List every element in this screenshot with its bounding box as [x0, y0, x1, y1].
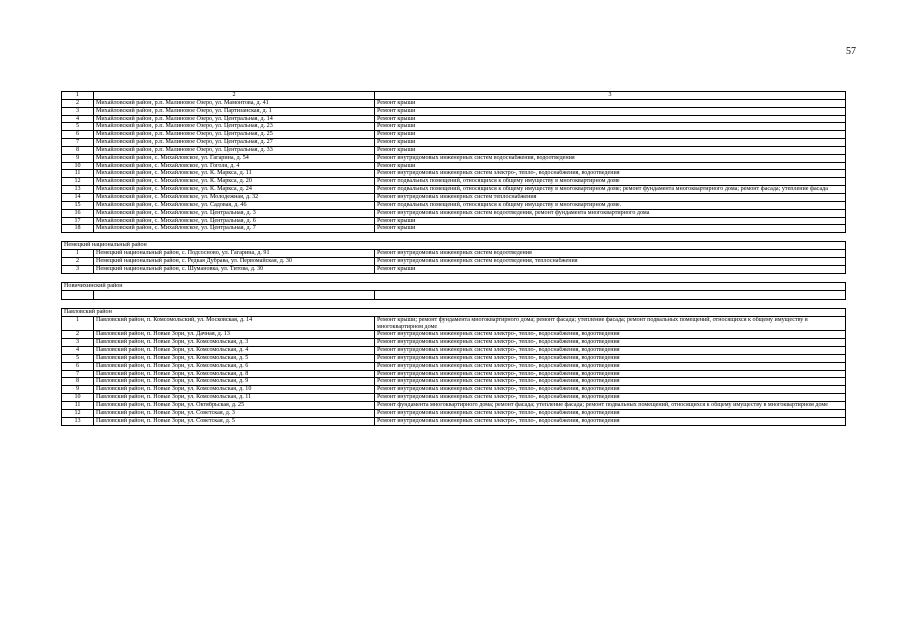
- row-work: Ремонт подвальных помещений, относящихся к общему имуществу в многоквартирном доме: [375, 178, 846, 186]
- row-work: Ремонт крыши: [375, 123, 846, 131]
- pavlovsky-row: [62, 316, 846, 331]
- row-number: 18: [62, 225, 94, 233]
- row-work: Ремонт крыши: [375, 139, 846, 147]
- row-number: 12: [62, 409, 94, 417]
- row-address: Михайловский район, с. Михайловское, ул. Гагарина, д. 54: [94, 154, 375, 162]
- row-address: Павловский район, п. Новые Зори, ул. Комсомольская, д. 8: [94, 370, 375, 378]
- row-work: Ремонт внутридомовых инженерных систем водоотведения, теплоснабжения: [375, 258, 846, 266]
- header-col-2: 2: [94, 92, 375, 100]
- row-address: Михайловский район, р.п. Малиновое Озеро, ул. Центральная, д. 25: [94, 131, 375, 139]
- row-work: Ремонт крыши: [375, 131, 846, 139]
- row-work: Ремонт внутридомовых инженерных систем водоснабжения, водоотведения: [375, 154, 846, 162]
- row-work: Ремонт крыши; ремонт фундамента многоквартирного дома; ремонт фасада; утепление фасада; ремонт подвальных помещений, относящихся к общему имуществу в многоквартирном доме: [375, 316, 846, 331]
- row-number: 7: [62, 370, 94, 378]
- row-number: 2: [62, 99, 94, 107]
- row-address: Павловский район, п. Новые Зори, ул. Дачная, д. 13: [94, 331, 375, 339]
- row-address: Павловский район, п. Комсомольский, ул. Московская, д. 14: [94, 316, 375, 331]
- row-address: Михайловский район, с. Михайловское, ул. Гоголя, д. 4: [94, 162, 375, 170]
- row-address: Павловский район, п. Новые Зори, ул. Комсомольская, д. 9: [94, 378, 375, 386]
- row-address: Павловский район, п. Новые Зори, ул. Комсомольская, д. 11: [94, 394, 375, 402]
- row-address: Михайловский район, р.п. Малиновое Озеро, ул. Партизанская, д. 1: [94, 107, 375, 115]
- row-number: 3: [62, 107, 94, 115]
- row-number: 2: [62, 258, 94, 266]
- row-work: Ремонт внутридомовых инженерных систем электро-, тепло-, водоснабжения, водоотведения: [375, 386, 846, 394]
- row-number: 3: [62, 265, 94, 273]
- row-number: 15: [62, 201, 94, 209]
- nemetsky-row: [62, 258, 846, 266]
- mikhailovsky-row: [62, 186, 846, 194]
- row-number: 10: [62, 162, 94, 170]
- mikhailovsky-row: [62, 123, 846, 131]
- row-number: 9: [62, 154, 94, 162]
- row-number: 3: [62, 339, 94, 347]
- page-number: 57: [846, 46, 856, 57]
- row-work: Ремонт внутридомовых инженерных систем электро-, тепло-, водоснабжения, водоотведения: [375, 417, 846, 425]
- pavlovsky-row: [62, 362, 846, 370]
- row-address: Михайловский район, р.п. Малиновое Озеро, ул. Мамонтова, д. 41: [94, 99, 375, 107]
- mikhailovsky-row: [62, 193, 846, 201]
- row-address: Павловский район, п. Новые Зори, ул. Комсомольская, д. 6: [94, 362, 375, 370]
- row-work: Ремонт фундамента многоквартирного дома; ремонт фасада; утепление фасада; ремонт подвальных помещений, относящихся к общему имуществу в многоквартирном доме: [375, 402, 846, 410]
- row-work: Ремонт внутридомовых инженерных систем электро-, тепло-, водоснабжения, водоотведения: [375, 347, 846, 355]
- row-number: 13: [62, 417, 94, 425]
- section-gap: [62, 299, 846, 308]
- gap-cell: [62, 233, 846, 242]
- row-number: 5: [62, 354, 94, 362]
- mikhailovsky-row: [62, 107, 846, 115]
- row-address: Немецкий национальный район, с. Шумановка, ул. Титова, д. 30: [94, 265, 375, 273]
- row-address: Михайловский район, с. Михайловское, ул. Молодежная, д. 32: [94, 193, 375, 201]
- row-number: 4: [62, 115, 94, 123]
- pavlovsky-row: [62, 339, 846, 347]
- row-number: 5: [62, 123, 94, 131]
- row-address: Михайловский район, р.п. Малиновое Озеро, ул. Центральная, д. 33: [94, 146, 375, 154]
- row-work: Ремонт внутридомовых инженерных систем электро-, тепло-, водоснабжения, водоотведения: [375, 331, 846, 339]
- row-address: Михайловский район, с. Михайловское, ул. К. Маркса, д. 24: [94, 186, 375, 194]
- blank-cell: [375, 290, 846, 299]
- row-number: 14: [62, 193, 94, 201]
- row-number: 8: [62, 146, 94, 154]
- row-address: Павловский район, п. Новые Зори, ул. Комсомольская, д. 10: [94, 386, 375, 394]
- pavlovsky-row: [62, 378, 846, 386]
- row-work: Ремонт внутридомовых инженерных систем электро-, тепло-, водоснабжения, водоотведения: [375, 394, 846, 402]
- row-number: 11: [62, 170, 94, 178]
- row-work: Ремонт крыши: [375, 225, 846, 233]
- row-number: 9: [62, 386, 94, 394]
- pavlovsky-row: [62, 370, 846, 378]
- row-number: 6: [62, 362, 94, 370]
- mikhailovsky-row: [62, 178, 846, 186]
- row-address: Михайловский район, с. Михайловское, ул. Садовая, д. 46: [94, 201, 375, 209]
- mikhailovsky-row: [62, 99, 846, 107]
- row-address: Павловский район, п. Новые Зори, ул. Комсомольская, д. 5: [94, 354, 375, 362]
- row-address: Павловский район, п. Новые Зори, ул. Комсомольская, д. 3: [94, 339, 375, 347]
- pavlovsky-row: [62, 347, 846, 355]
- pavlovsky-row: [62, 354, 846, 362]
- pavlovsky-row: [62, 331, 846, 339]
- row-number: 13: [62, 186, 94, 194]
- novichikhinsky-empty-row: [62, 290, 846, 299]
- section-gap: [62, 233, 846, 242]
- row-work: Ремонт внутридомовых инженерных систем электро-, тепло-, водоснабжения, водоотведения: [375, 362, 846, 370]
- row-number: 8: [62, 378, 94, 386]
- mikhailovsky-row: [62, 217, 846, 225]
- row-number: 4: [62, 347, 94, 355]
- row-work: Ремонт внутридомовых инженерных систем водоотведения, ремонт фундамента многоквартирного дома: [375, 209, 846, 217]
- row-number: 6: [62, 131, 94, 139]
- row-number: 11: [62, 402, 94, 410]
- header-col-1: 1: [62, 92, 94, 100]
- row-work: Ремонт подвальных помещений, относящихся к общему имуществу в многоквартирном доме; ремонт фундамента многоквартирного дома; ремонт фасада; утепление фасада: [375, 186, 846, 194]
- mikhailovsky-row: [62, 131, 846, 139]
- section-title: Новичихинский район: [62, 282, 846, 290]
- repair-program-table-wrap: [61, 91, 845, 426]
- row-address: Павловский район, п. Новые Зори, ул. Советская, д. 5: [94, 417, 375, 425]
- row-work: Ремонт крыши: [375, 146, 846, 154]
- row-address: Павловский район, п. Новые Зори, ул. Советская, д. 3: [94, 409, 375, 417]
- nemetsky-row: [62, 250, 846, 258]
- pavlovsky-row: [62, 386, 846, 394]
- row-work: Ремонт внутридомовых инженерных систем теплоснабжения: [375, 193, 846, 201]
- table-header-row: [62, 92, 846, 100]
- gap-cell: [62, 299, 846, 308]
- row-address: Немецкий национальный район, с. Редкая Дубрава, ул. Первомайская, д. 30: [94, 258, 375, 266]
- repair-program-table: [61, 91, 846, 426]
- row-work: Ремонт крыши: [375, 115, 846, 123]
- row-work: Ремонт крыши: [375, 107, 846, 115]
- nemetsky-row: [62, 265, 846, 273]
- section-pavlovsky: [62, 308, 846, 316]
- pavlovsky-row: [62, 402, 846, 410]
- row-work: Ремонт крыши: [375, 265, 846, 273]
- blank-cell: [94, 290, 375, 299]
- row-number: 2: [62, 331, 94, 339]
- row-address: Немецкий национальный район, с. Подсосново, ул. Гагарина, д. 91: [94, 250, 375, 258]
- mikhailovsky-row: [62, 201, 846, 209]
- row-address: Михайловский район, р.п. Малиновое Озеро, ул. Центральная, д. 27: [94, 139, 375, 147]
- row-work: Ремонт внутридомовых инженерных систем электро-, тепло-, водоснабжения, водоотведения: [375, 170, 846, 178]
- row-number: 1: [62, 250, 94, 258]
- row-number: 17: [62, 217, 94, 225]
- row-number: 10: [62, 394, 94, 402]
- row-work: Ремонт внутридомовых инженерных систем водоотведения: [375, 250, 846, 258]
- row-number: 12: [62, 178, 94, 186]
- row-address: Михайловский район, с. Михайловское, ул. К. Маркса, д. 11: [94, 170, 375, 178]
- gap-cell: [62, 273, 846, 282]
- section-nemetsky: [62, 242, 846, 250]
- blank-cell: [62, 290, 94, 299]
- row-address: Михайловский район, р.п. Малиновое Озеро, ул. Центральная, д. 14: [94, 115, 375, 123]
- pavlovsky-row: [62, 409, 846, 417]
- row-address: Михайловский район, с. Михайловское, ул. Центральная, д. 6: [94, 217, 375, 225]
- mikhailovsky-row: [62, 225, 846, 233]
- row-work: Ремонт внутридомовых инженерных систем электро-, тепло-, водоснабжения, водоотведения: [375, 339, 846, 347]
- section-title: Немецкий национальный район: [62, 242, 846, 250]
- mikhailovsky-row: [62, 154, 846, 162]
- mikhailovsky-row: [62, 170, 846, 178]
- row-address: Михайловский район, с. Михайловское, ул. Центральная, д. 7: [94, 225, 375, 233]
- pavlovsky-row: [62, 394, 846, 402]
- mikhailovsky-row: [62, 139, 846, 147]
- row-address: Михайловский район, с. Михайловское, ул. К. Маркса, д. 20: [94, 178, 375, 186]
- row-address: Михайловский район, с. Михайловское, ул. Центральная, д. 3: [94, 209, 375, 217]
- row-work: Ремонт крыши: [375, 162, 846, 170]
- mikhailovsky-row: [62, 146, 846, 154]
- mikhailovsky-row: [62, 115, 846, 123]
- row-address: Павловский район, п. Новые Зори, ул. Октябрьская, д. 25: [94, 402, 375, 410]
- table-body: [62, 92, 846, 426]
- row-work: Ремонт крыши: [375, 217, 846, 225]
- pavlovsky-row: [62, 417, 846, 425]
- row-work: Ремонт внутридомовых инженерных систем электро-, тепло-, водоснабжения, водоотведения: [375, 409, 846, 417]
- row-work: Ремонт подвальных помещений, относящихся к общему имуществу в многоквартирном доме.: [375, 201, 846, 209]
- mikhailovsky-row: [62, 162, 846, 170]
- section-gap: [62, 273, 846, 282]
- section-title: Павловский район: [62, 308, 846, 316]
- row-work: Ремонт внутридомовых инженерных систем электро-, тепло-, водоснабжения, водоотведения: [375, 370, 846, 378]
- row-work: Ремонт крыши: [375, 99, 846, 107]
- header-col-3: 3: [375, 92, 846, 100]
- row-work: Ремонт внутридомовых инженерных систем электро-, тепло-, водоснабжения, водоотведения: [375, 378, 846, 386]
- section-novichikhinsky: [62, 282, 846, 290]
- row-number: 1: [62, 316, 94, 331]
- row-address: Михайловский район, р.п. Малиновое Озеро, ул. Центральная, д. 23: [94, 123, 375, 131]
- row-number: 16: [62, 209, 94, 217]
- row-address: Павловский район, п. Новые Зори, ул. Комсомольская, д. 4: [94, 347, 375, 355]
- row-work: Ремонт внутридомовых инженерных систем электро-, тепло-, водоснабжения, водоотведения: [375, 354, 846, 362]
- mikhailovsky-row: [62, 209, 846, 217]
- row-number: 7: [62, 139, 94, 147]
